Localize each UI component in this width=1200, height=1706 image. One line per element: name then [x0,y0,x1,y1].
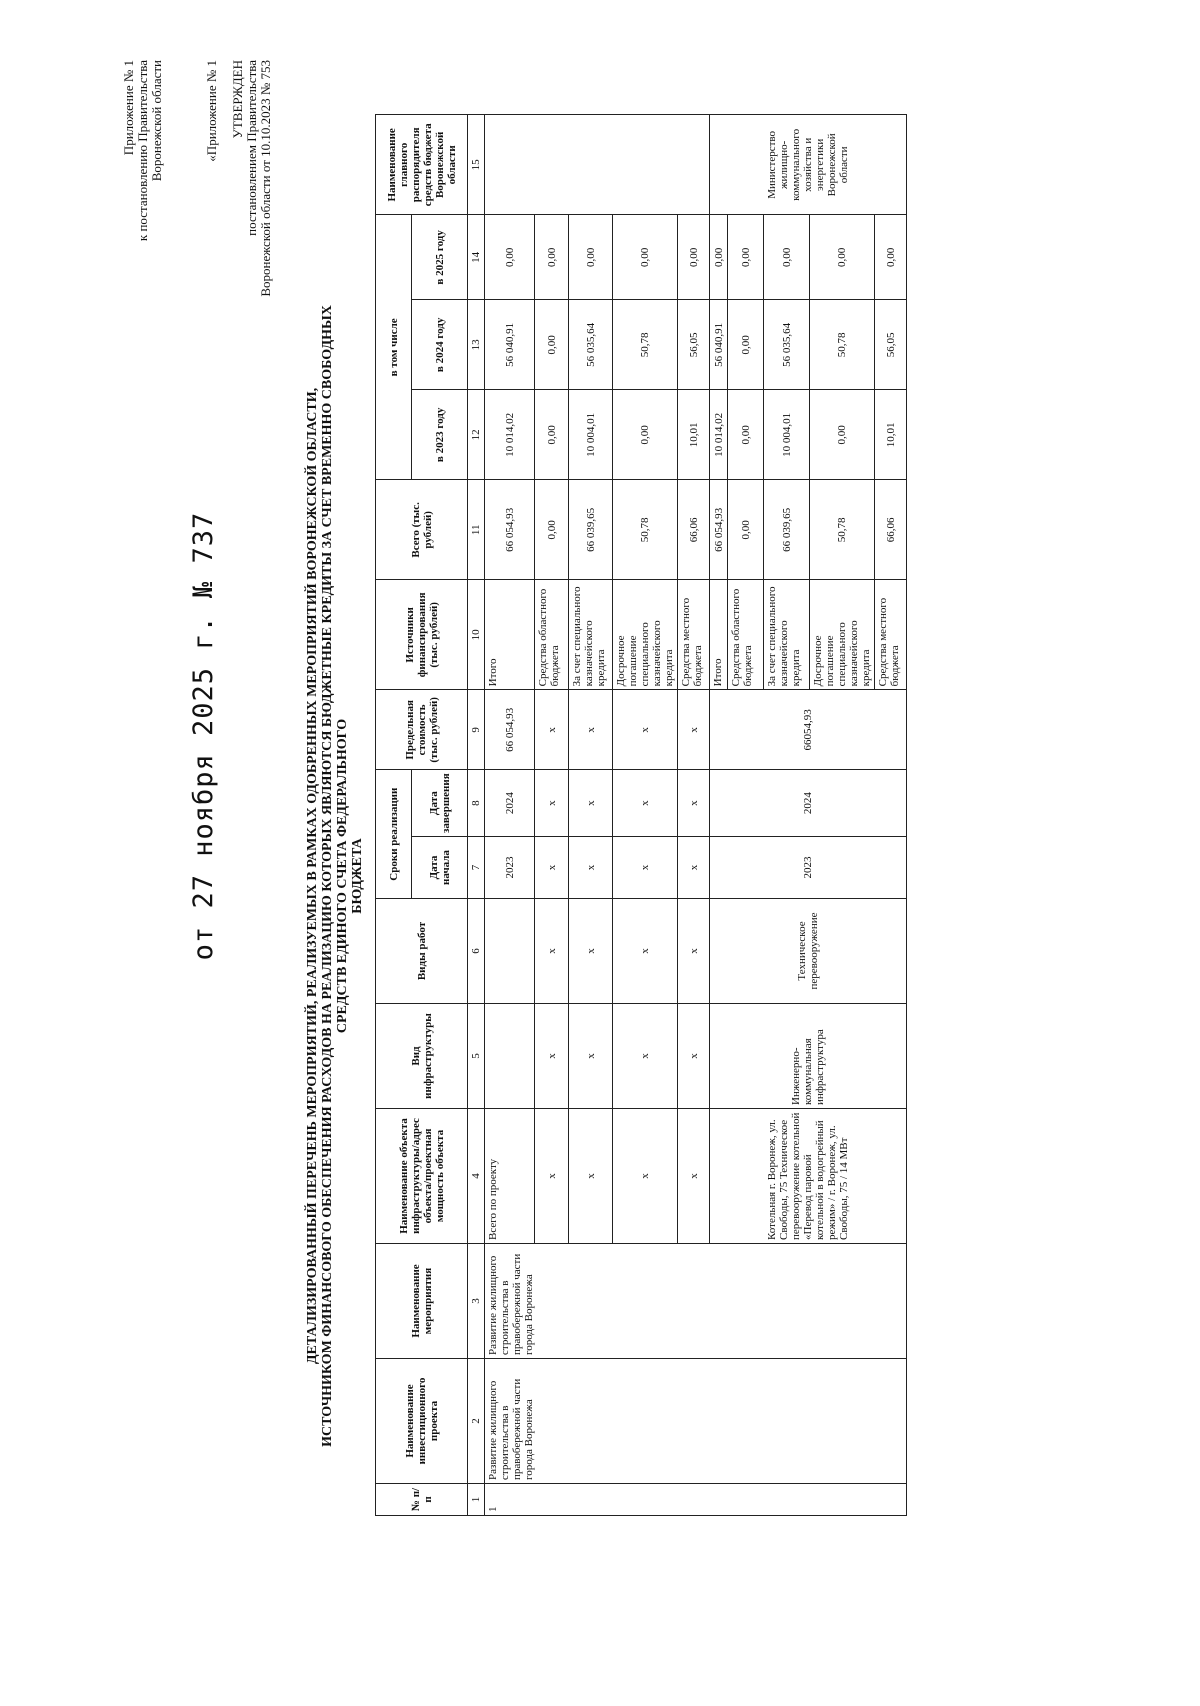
fin-source: Средства местного бюджета [875,580,907,690]
x-mark: х [678,837,710,899]
x-mark: х [535,690,569,770]
fin-2023: 0,00 [810,390,875,480]
fin-total: 66 054,93 [485,480,535,580]
fin-source: За счет специального казначейского кредита [764,580,810,690]
x-mark: х [613,770,678,837]
x-mark: х [535,770,569,837]
x-mark: х [678,770,710,837]
title-line: ДЕТАЛИЗИРОВАННЫЙ ПЕРЕЧЕНЬ МЕРОПРИЯТИЙ, РЕАЛИЗУЕМЫХ В РАМКАХ ОДОБРЕННЫХ МЕРОПРИЯТИЙ ВОРОНЕЖСКОЙ ОБЛАСТИ, [305,387,320,1365]
column-number: 5 [468,1004,485,1109]
fin-source: За счет специального казначейского кредита [569,580,613,690]
limit-cost: 66 054,93 [485,690,535,770]
appendix-line: Приложение № 1 [121,60,136,156]
work-type: Техническое перевооружение [710,899,907,1004]
fin-2025: 0,00 [535,215,569,300]
fin-2024: 56 035,64 [569,300,613,390]
fin-2024: 56,05 [875,300,907,390]
column-number: 7 [468,837,485,899]
x-mark: х [535,899,569,1004]
column-number: 12 [468,390,485,480]
col-header-sources: Источники финансирования (тыс. рублей) [376,580,468,690]
col-header-limit: Предельная стоимость (тыс. рублей) [376,690,468,770]
col-header-works: Виды работ [376,899,468,1004]
fin-2024: 50,78 [810,300,875,390]
column-number: 14 [468,215,485,300]
approved-block [205,60,273,420]
fin-2024: 0,00 [728,300,764,390]
empty-cell [485,115,710,215]
column-number: 2 [468,1359,485,1484]
column-number: 4 [468,1109,485,1244]
fin-2023: 10 004,01 [764,390,810,480]
col-header-infra: Вид инфраструктуры [376,1004,468,1109]
fin-2023: 0,00 [728,390,764,480]
column-number: 8 [468,770,485,837]
approved-line: УТВЕРЖДЕН [230,60,245,139]
fin-source: Досрочное погашение специального казначейского кредита [613,580,678,690]
fin-source: Итого [710,580,728,690]
start-year: 2023 [710,837,907,899]
x-mark: х [678,690,710,770]
column-number: 1 [468,1484,485,1516]
fin-total: 50,78 [810,480,875,580]
date-stamp: от 27 ноября 2025 г. № 737 [188,511,219,961]
object-total-label: Всего по проекту [485,1109,535,1244]
fin-total: 66 039,65 [764,480,810,580]
col-header-num: № п/п [376,1484,468,1516]
fin-2025: 0,00 [764,215,810,300]
x-mark: х [678,899,710,1004]
fin-2023: 10 014,02 [710,390,728,480]
object-description: Котельная г. Воронеж, ул. Свободы, 75 Техническое перевооружение котельной «Перевод паровой котельной в водогрейный режим» / г. Воронеж, ул. Свободы, 75 / 14 МВт [710,1109,907,1244]
approved-line: постановлением Правительства [244,60,259,236]
fin-total: 0,00 [535,480,569,580]
x-mark: х [613,899,678,1004]
column-number: 13 [468,300,485,390]
fin-total: 66 054,93 [710,480,728,580]
title-line: ИСТОЧНИКОМ ФИНАНСОВОГО ОБЕСПЕЧЕНИЯ РАСХОДОВ НА РЕАЛИЗАЦИЮ КОТОРЫХ ЯВЛЯЮТСЯ БЮДЖЕТНЫЕ КРЕДИТЫ ЗА СЧЕТ ВРЕМЕННО СВОБОДНЫХ СРЕДСТВ ЕДИНОГО СЧЕТА ФЕДЕРАЛЬНОГО [320,305,350,1447]
fin-2025: 0,00 [485,215,535,300]
fin-2025: 0,00 [710,215,728,300]
event-name: Развитие жилищного строительства в правобережной части города Воронежа [485,1244,907,1359]
x-mark: х [678,1004,710,1109]
fin-2025: 0,00 [728,215,764,300]
empty-cell [485,899,535,1004]
col-header-terms: Сроки реализации [376,770,412,899]
end-year: 2024 [710,770,907,837]
measures-table [375,114,907,1516]
fin-2023: 10 004,01 [569,390,613,480]
x-mark: х [535,837,569,899]
fin-source: Итого [485,580,535,690]
approved-line: Воронежской области от 10.10.2023 № 753 [258,60,273,297]
infrastructure-type: Инженерно-коммунальная инфраструктура [710,1004,907,1109]
x-mark: х [569,899,613,1004]
column-number: 10 [468,580,485,690]
fin-2024: 50,78 [613,300,678,390]
start-year: 2023 [485,837,535,899]
fin-2023: 10 014,02 [485,390,535,480]
fin-total: 66,06 [678,480,710,580]
project-name: Развитие жилищного строительства в правобережной части города Воронежа [485,1359,907,1484]
appendix-line: к постановлению Правительства [135,60,150,242]
x-mark: х [569,690,613,770]
x-mark: х [613,1109,678,1244]
fin-total: 50,78 [613,480,678,580]
fin-2025: 0,00 [613,215,678,300]
x-mark: х [569,1109,613,1244]
limit-cost: 66054,93 [710,690,907,770]
col-header-2024: в 2024 году [412,300,468,390]
title-line: БЮДЖЕТА [350,838,365,914]
fin-source: Средства областного бюджета [535,580,569,690]
table-row [485,115,535,1516]
col-header-including: в том числе [376,215,412,480]
col-header-project: Наименование инвестиционного проекта [376,1359,468,1484]
fin-2025: 0,00 [875,215,907,300]
fin-2024: 56,05 [678,300,710,390]
fin-source: Досрочное погашение специального казначейского кредита [810,580,875,690]
column-number: 15 [468,115,485,215]
x-mark: х [613,837,678,899]
fin-2024: 0,00 [535,300,569,390]
fin-source: Средства местного бюджета [678,580,710,690]
fin-2024: 56 040,91 [710,300,728,390]
fin-2024: 56 035,64 [764,300,810,390]
fin-total: 66 039,65 [569,480,613,580]
fin-2023: 0,00 [535,390,569,480]
approved-line: «Приложение № 1 [204,60,219,162]
fin-total: 0,00 [728,480,764,580]
column-number: 3 [468,1244,485,1359]
x-mark: х [569,770,613,837]
column-number: 11 [468,480,485,580]
fin-2023: 10,01 [678,390,710,480]
col-header-object: Наименование объекта инфраструктуры/адрес объекта/проектная мощность объекта [376,1109,468,1244]
column-number: 9 [468,690,485,770]
fin-2025: 0,00 [810,215,875,300]
empty-cell [485,1004,535,1109]
appendix-line: Воронежской области [149,60,164,182]
x-mark: х [678,1109,710,1244]
x-mark: х [535,1004,569,1109]
fin-source: Средства областного бюджета [728,580,764,690]
col-header-2025: в 2025 году [412,215,468,300]
col-header-2023: в 2023 году [412,390,468,480]
col-header-total: Всего (тыс. рублей) [376,480,468,580]
col-header-event: Наименование мероприятия [376,1244,468,1359]
header-row [376,115,412,1516]
fin-2025: 0,00 [569,215,613,300]
row-number: 1 [485,1484,907,1516]
fin-2024: 56 040,91 [485,300,535,390]
fin-total: 66,06 [875,480,907,580]
x-mark: х [535,1109,569,1244]
fin-2023: 0,00 [613,390,678,480]
col-header-manager: Наименование главного распорядителя средств бюджета Воронежской области [376,115,468,215]
fin-2025: 0,00 [678,215,710,300]
x-mark: х [613,690,678,770]
end-year: 2024 [485,770,535,837]
document-title [305,276,365,1476]
col-header-end: Дата завершения [412,770,468,837]
appendix-block [122,60,164,360]
x-mark: х [613,1004,678,1109]
x-mark: х [569,1004,613,1109]
column-number-row [468,115,485,1516]
x-mark: х [569,837,613,899]
fin-2023: 10,01 [875,390,907,480]
column-number: 6 [468,899,485,1004]
chief-manager: Министерство жилищно-коммунального хозяйства и энергетики Воронежской области [710,115,907,215]
col-header-start: Дата начала [412,837,468,899]
